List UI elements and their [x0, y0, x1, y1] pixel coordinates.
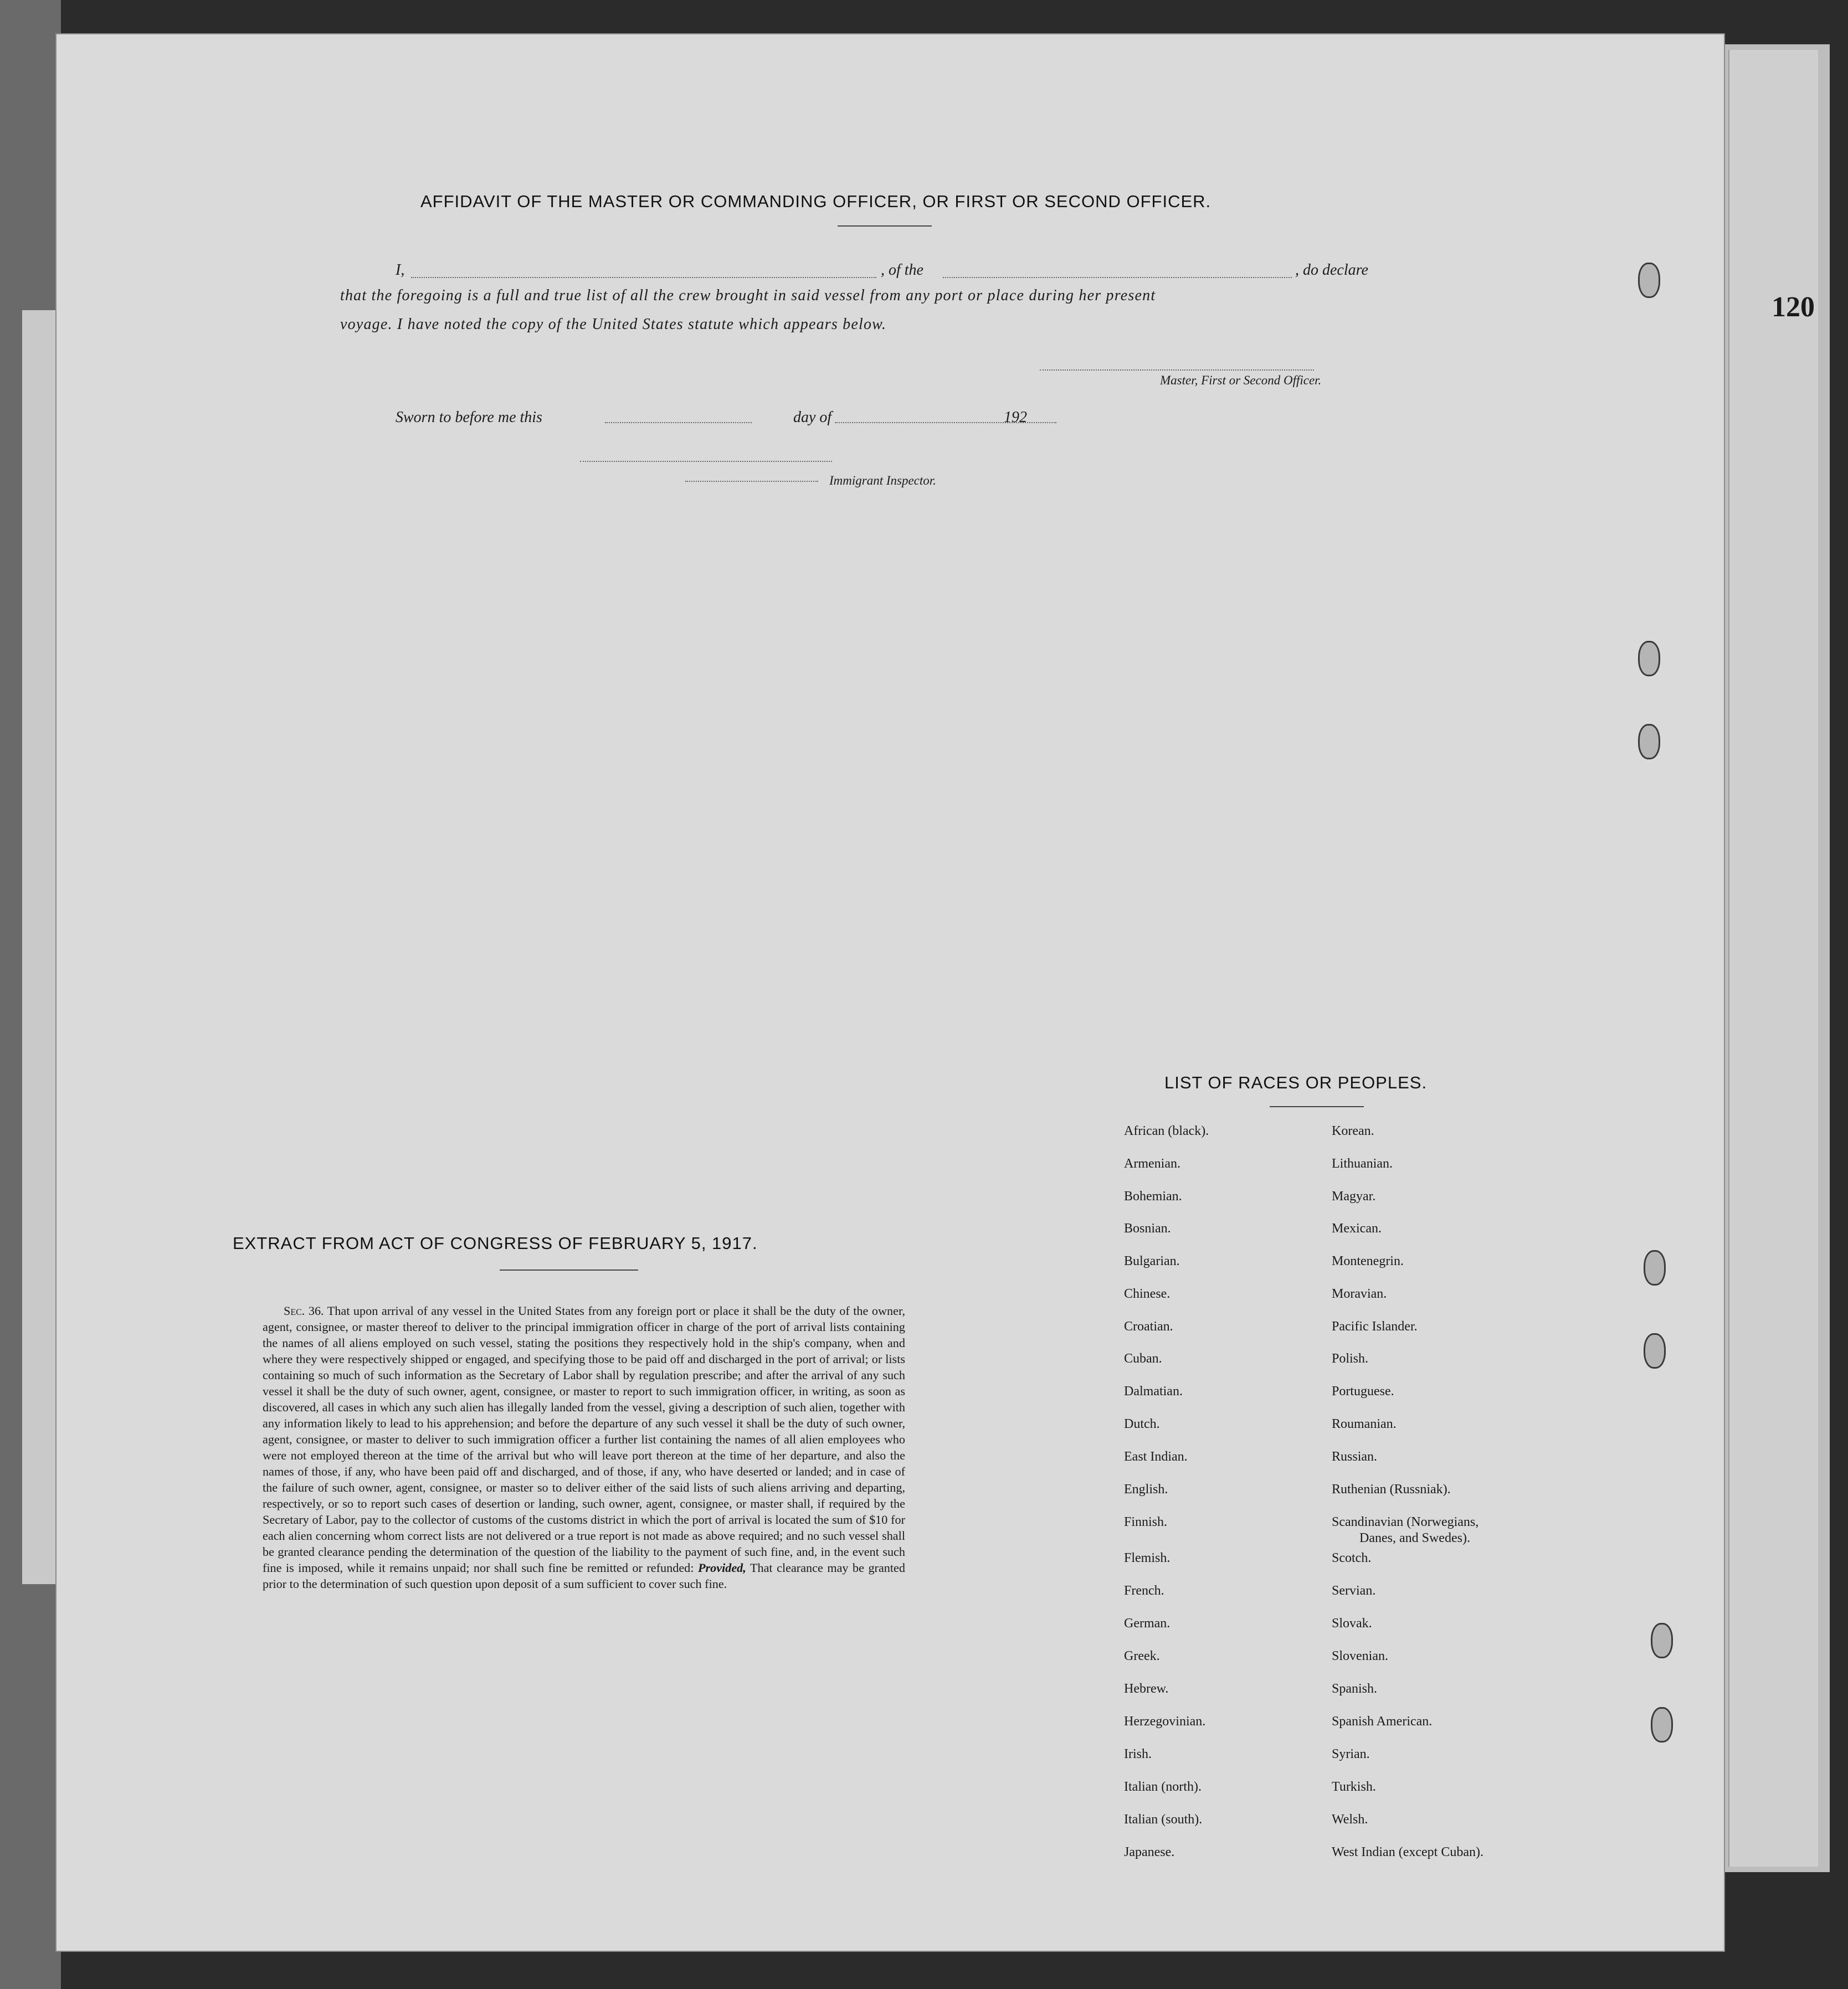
- page-number: 120: [1772, 291, 1815, 323]
- race-item: Montenegrin.: [1332, 1254, 1404, 1268]
- inspector-signature-blank[interactable]: [580, 461, 832, 462]
- race-item-continuation: Danes, and Swedes).: [1359, 1531, 1470, 1545]
- race-item: Ruthenian (Russniak).: [1332, 1482, 1451, 1497]
- race-item: Magyar.: [1332, 1189, 1376, 1204]
- race-item: Bosnian.: [1124, 1221, 1171, 1236]
- race-item: East Indian.: [1124, 1450, 1188, 1464]
- year-text: 192: [1004, 409, 1027, 426]
- race-item: Croatian.: [1124, 1319, 1173, 1334]
- race-item: Welsh.: [1332, 1812, 1368, 1827]
- inspector-label: Immigrant Inspector.: [829, 474, 936, 487]
- races-title: LIST OF RACES OR PEOPLES.: [1164, 1073, 1428, 1092]
- vessel-name-blank[interactable]: [943, 277, 1292, 278]
- race-item: Bulgarian.: [1124, 1254, 1180, 1268]
- race-item: Flemish.: [1124, 1551, 1171, 1565]
- race-item: Russian.: [1332, 1450, 1378, 1464]
- race-item: Finnish.: [1124, 1515, 1168, 1529]
- extract-sec-label: Sec. 36.: [284, 1304, 324, 1318]
- document-page: [55, 33, 1725, 1952]
- race-item: African (black).: [1124, 1124, 1209, 1138]
- race-item: French.: [1124, 1584, 1164, 1598]
- race-item: Bohemian.: [1124, 1189, 1182, 1204]
- race-item: Servian.: [1332, 1584, 1376, 1598]
- race-item: Moravian.: [1332, 1287, 1387, 1301]
- race-item: Syrian.: [1332, 1747, 1370, 1761]
- race-item: Armenian.: [1124, 1157, 1180, 1171]
- affidavit-of-the: , of the: [881, 261, 923, 279]
- extract-text: That upon arrival of any vessel in the United States from any foreign port or place it shall be the duty of the owner, agent, consignee, or master thereof to deliver to the principal immigration officer in charge of the port of arrival lists containing the names of all aliens employed on such vessel, stating the positions they respectively hold in the ship's company, when and where they were respectively shipped or engaged, and specifying those to be paid off and discharged in the port of arrival; or lists containing so much of such information as the Secretary of Labor shall by regulation prescribe; and after the arrival of any such vessel it shall be the duty of such owner, agent, consignee, or master to report to such immigration officer, in writing, as soon as discovered, all cases in which any such alien has illegally landed from the vessel, giving a description of such alien, together with any information likely to lead to his apprehension; and before the departure of any such vessel it shall be the duty of such owner, agent, consignee, or master to deliver to such immigration officer a further list containing the names of all alien employees who were not employed thereon at the time of the arrival but who will leave port thereon at the time of her departure, and also the names of those, if any, who have been paid off and discharged, and of those, if any, who have deserted or landed; and in case of the failure of such owner, agent, consignee, or master so to deliver either of the said lists of such aliens arriving and departing, respectively, or so to report such cases of desertion or landing, such owner, agent, consignee, or master shall, if required by the Secretary of Labor, pay to the collector of customs of the customs district in which the port of arrival is located the sum of $10 for each alien concerning whom correct lists are not delivered or a true report is not made as above required; and no such vessel shall be granted clearance pending the determination of the question of the liability to the payment of such fine, and, in the event such fine is imposed, while it remains unpaid; nor shall such fine be remitted or refunded:: [263, 1304, 905, 1575]
- race-item: Irish.: [1124, 1747, 1152, 1761]
- master-signature-blank[interactable]: [1040, 369, 1314, 371]
- affidavit-line-2: that the foregoing is a full and true list of all the crew brought in said vessel from any port or place during her present: [340, 287, 1156, 304]
- race-item: West Indian (except Cuban).: [1332, 1845, 1483, 1859]
- race-item: Chinese.: [1124, 1287, 1171, 1301]
- officer-name-blank[interactable]: [411, 277, 876, 278]
- race-item: Greek.: [1124, 1649, 1160, 1663]
- race-item: Dutch.: [1124, 1417, 1160, 1431]
- punch-hole-5: [1644, 1333, 1666, 1369]
- race-item: Scandinavian (Norwegians,: [1332, 1515, 1479, 1529]
- punch-hole-6: [1651, 1623, 1673, 1658]
- race-item: Italian (south).: [1124, 1812, 1203, 1827]
- race-item: Spanish.: [1332, 1682, 1378, 1696]
- extract-text-end: That clearance may be granted prior to the determination of such question upon deposit of a sum sufficient to cover such fine.: [263, 1561, 905, 1591]
- extract-title-rule: [500, 1270, 638, 1271]
- race-item: Hebrew.: [1124, 1682, 1169, 1696]
- punch-hole-2: [1638, 641, 1660, 676]
- race-item: Turkish.: [1332, 1780, 1376, 1794]
- race-item: German.: [1124, 1616, 1171, 1631]
- binder-strip: [22, 310, 57, 1584]
- affidavit-title-rule: [838, 225, 932, 227]
- punch-hole-1: [1638, 263, 1660, 298]
- race-item: Cuban.: [1124, 1351, 1162, 1366]
- affidavit-i: I,: [396, 261, 405, 279]
- inspector-name-blank[interactable]: [685, 481, 818, 482]
- race-item: Roumanian.: [1332, 1417, 1397, 1431]
- extract-body: [263, 1303, 905, 1592]
- race-item: Lithuanian.: [1332, 1157, 1393, 1171]
- race-item: Spanish American.: [1332, 1714, 1433, 1729]
- punch-hole-3: [1638, 724, 1660, 759]
- race-item: Polish.: [1332, 1351, 1369, 1366]
- races-title-rule: [1270, 1106, 1364, 1107]
- race-item: Slovenian.: [1332, 1649, 1388, 1663]
- punch-hole-4: [1644, 1250, 1666, 1286]
- race-item: Slovak.: [1332, 1616, 1372, 1631]
- affidavit-do-declare: , do declare: [1295, 261, 1368, 279]
- race-item: Japanese.: [1124, 1845, 1175, 1859]
- race-item: Mexican.: [1332, 1221, 1382, 1236]
- race-item: Korean.: [1332, 1124, 1374, 1138]
- race-item: Italian (north).: [1124, 1780, 1202, 1794]
- race-item: English.: [1124, 1482, 1168, 1497]
- sworn-day-blank[interactable]: [605, 422, 752, 423]
- extract-title: EXTRACT FROM ACT OF CONGRESS OF FEBRUARY 5, 1917.: [233, 1234, 758, 1253]
- affidavit-title: AFFIDAVIT OF THE MASTER OR COMMANDING OFFICER, OR FIRST OR SECOND OFFICER.: [420, 192, 1212, 211]
- affidavit-line-3: voyage. I have noted the copy of the United States statute which appears below.: [340, 316, 887, 333]
- race-item: Dalmatian.: [1124, 1384, 1183, 1399]
- day-of-text: day of: [793, 409, 832, 426]
- extract-provided: Provided,: [697, 1561, 746, 1575]
- sworn-text: Sworn to before me this: [396, 409, 542, 426]
- race-item: Portuguese.: [1332, 1384, 1394, 1399]
- race-item: Scotch.: [1332, 1551, 1372, 1565]
- master-signature-label: Master, First or Second Officer.: [1160, 373, 1322, 387]
- race-item: Pacific Islander.: [1332, 1319, 1418, 1334]
- punch-hole-7: [1651, 1707, 1673, 1743]
- race-item: Herzegovinian.: [1124, 1714, 1206, 1729]
